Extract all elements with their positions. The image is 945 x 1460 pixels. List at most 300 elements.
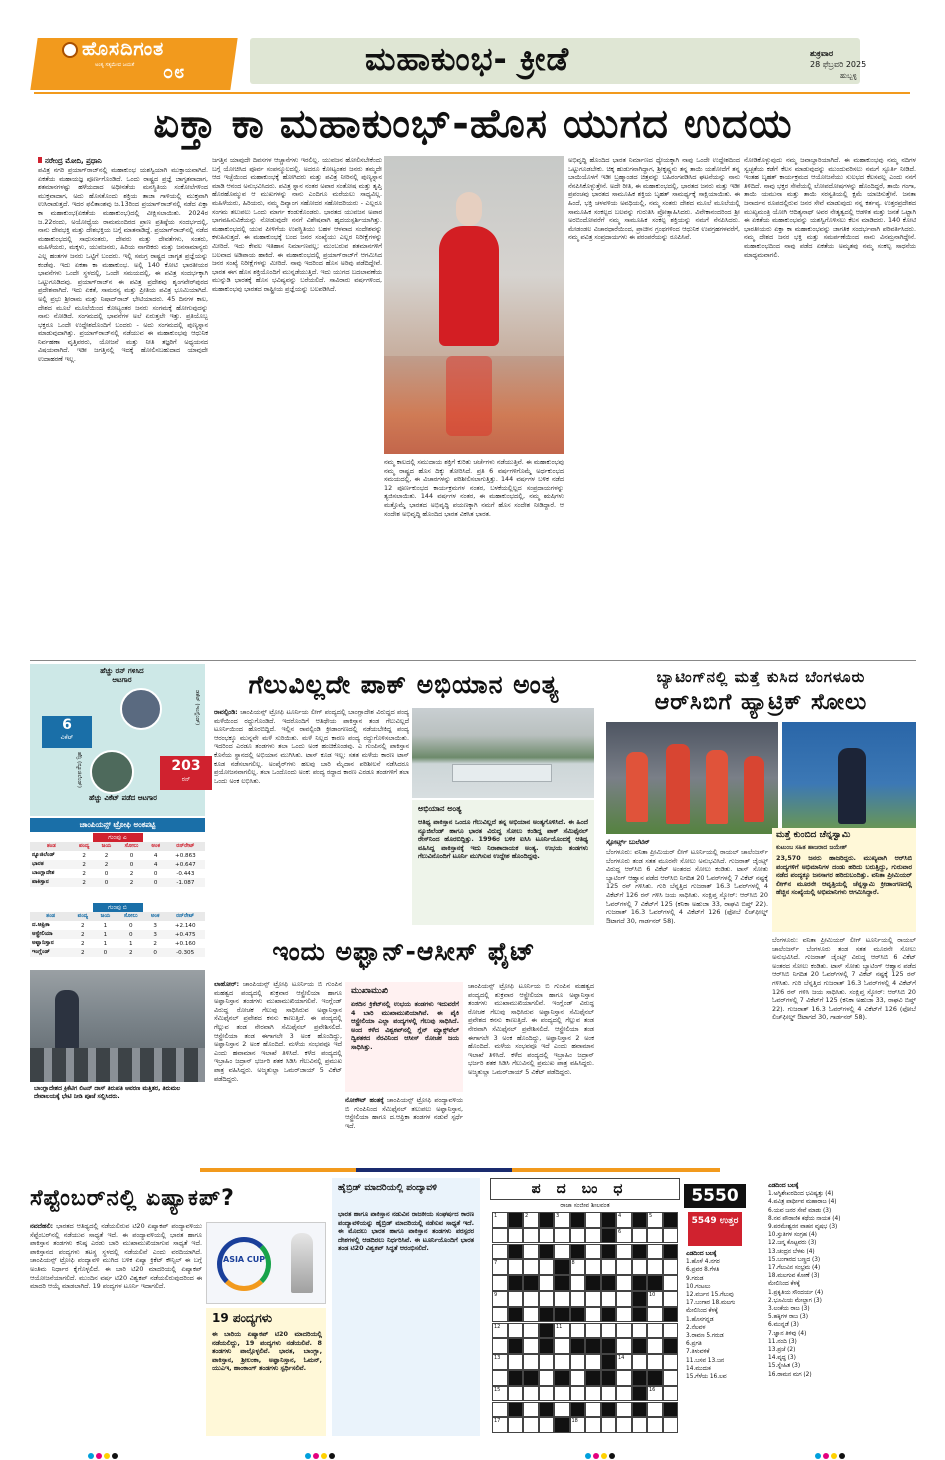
print-dot [839,1453,845,1459]
table-cell: 2 [153,940,157,947]
table-header-cell: ರನ್‌ರೇಟ್ [176,913,195,919]
crossword-cell[interactable] [585,1386,601,1402]
crossword-block [632,1386,648,1402]
crossword-cell[interactable] [616,1338,632,1354]
crossword-cell[interactable] [632,1259,648,1275]
crossword-block [647,1275,663,1291]
crossword-clue-number: 14 [618,1355,625,1362]
table-cell: 0 [104,879,109,886]
crossword-cell[interactable] [647,1417,663,1433]
crossword-cell[interactable] [616,1275,632,1291]
crossword-cell[interactable] [523,1338,539,1354]
crossword-block [585,1275,601,1291]
table-cell: +0.863 [175,852,196,859]
crossword-clue-number: 12 [494,1323,501,1330]
crossword-cell[interactable] [508,1354,524,1370]
answer-item: 2.ನೆಲವಳ [686,1324,706,1331]
logo-title: ಹೊಸದಿಗಂತ [82,38,165,60]
lead-byline: ನರೇಂದ್ರ ಮೋದಿ, ಪ್ರಧಾನಿ [38,157,102,166]
afg-body: ಲಾಹೋರ್: ಚಾಂಪಿಯನ್ಸ್ ಟ್ರೋಫಿ ಟೂರ್ನಿಯ ಬಿ ಗುಂಪಿನ ಮಹತ್ವದ ಪಂದ್ಯದಲ್ಲಿ ಶುಕ್ರವಾರ ಆಸ್ಟ್ರೇಲಿಯಾ ಹಾಗೂ ಅಫ್ಘಾನಿಸ್ತಾನ ತಂಡಗಳು ಮುಖಾಮುಖಿಯಾಗಲಿವೆ. ಇಂಗ್ಲೆಂಡ್ ವಿರುದ್ಧ ರೋಚಕ ಗೆಲುವು ಸಾಧಿಸಿರುವ ಅಫ್ಘಾನಿಸ್ತಾನ ಸೆಮಿಫೈನಲ್ ಪ್ರವೇಶದ ಕನಸು ಕಾಣುತ್ತಿದೆ. ಈ ಪಂದ್ಯದಲ್ಲಿ ಗೆಲ್ಲುವ ತಂಡ ನೇರವಾಗಿ ಸೆಮಿಫೈನಲ್ ಪ್ರವೇಶಿಸಲಿದೆ. ಆಸ್ಟ್ರೇಲಿಯಾ ತಂಡ ಈಗಾಗಲೇ 3 ಅಂಕ ಹೊಂದಿದ್ದು, ಅಫ್ಘಾನಿಸ್ತಾನ 2 ಅಂಕ ಹೊಂದಿದೆ. ಮಳೆಯ ಸಂಭವವೂ ಇದೆ ಎಂದು ಹವಾಮಾನ ಇಲಾಖೆ ತಿಳಿಸಿದೆ. ಕಳೆದ ಪಂದ್ಯದಲ್ಲಿ ಇಬ್ರಾಹಿಂ ಜದ್ರಾನ್ ಭರ್ಜರಿ ಶತಕ ಸಿಡಿಸಿ ಗೆಲುವಿನಲ್ಲಿ ಪ್ರಮುಖ ಪಾತ್ರ ವಹಿಸಿದ್ದರು. ಅಜ್ಮತುಲ್ಲಾ ಒಮರ್‌ಜಾಯ್ 5 ವಿಕೆಟ್ ಪಡೆದಿದ್ದರು. [214,980,342,1083]
crossword-block [601,1228,617,1244]
top-runs-label: ಹೆಚ್ಚು ರನ್ ಗಳಿಸಿದ ಆಟಗಾರ [100,667,144,684]
crossword-block [508,1244,524,1260]
matches-box [206,1308,326,1436]
table-cell: 0 [129,861,134,868]
crossword-block [632,1291,648,1307]
asia-headline: ಸೆಪ್ಟೆಂಬರ್‌ನಲ್ಲಿ ಏಷ್ಯಾಕಪ್? [30,1186,235,1211]
crossword-block [554,1417,570,1433]
table-row [30,939,205,948]
clue-item: 8.ನವ ಪೌರಾಣಿಕ ಕಥೆಯ ನಾಯಕ (4) [768,1215,841,1222]
crossword-cell[interactable] [616,1212,632,1228]
table-cell: -0.305 [176,949,195,956]
crossword-clue-number: 13 [494,1355,501,1362]
crossword-cell[interactable] [663,1259,679,1275]
print-dot [831,1453,837,1459]
rcb-headline: ಆರ್‌ಸಿಬಿಗೆ ಹ್ಯಾಟ್ರಿಕ್ ಸೋಲು [654,690,868,715]
crossword-block [508,1275,524,1291]
crossword-cell[interactable] [492,1338,508,1354]
crossword-cell[interactable] [616,1323,632,1339]
crossword-cell[interactable] [508,1228,524,1244]
table-header-cell: ಜಯ [101,843,112,849]
crossword-cell[interactable] [523,1323,539,1339]
crossword-cell[interactable] [601,1291,617,1307]
crossword-cell[interactable] [663,1323,679,1339]
crossword-block [539,1307,555,1323]
table-cell: 0 [153,870,158,877]
crossword-block [632,1338,648,1354]
crossword-cell[interactable] [523,1291,539,1307]
table-row [30,948,205,957]
knockout-body: ಚಾಂಪಿಯನ್ಸ್ ಟ್ರೋಫಿ ಪಂದ್ಯಾವಳಿಯ ಬಿ ಗುಂಪಿನಿಂದ ಸೆಮಿಫೈನಲ್ ತಲುಪಲು ಅಫ್ಘಾನಿಸ್ತಾನ, ಆಸ್ಟ್ರೇಲಿಯಾ ಹಾಗೂ ದ.ಆಫ್ರಿಕಾ ತಂಡಗಳ ನಡುವೆ ಸ್ಪರ್ಧೆ ಇದೆ. [345,1096,463,1130]
crossword-cell[interactable] [647,1212,663,1228]
table-cell: 2 [104,852,109,859]
crossword-cell[interactable] [523,1307,539,1323]
crossword-block [632,1212,648,1228]
crossword-cell[interactable] [647,1307,663,1323]
table-cell: 1 [103,940,108,947]
crossword-cell[interactable] [663,1370,679,1386]
crossword-cell[interactable] [539,1370,555,1386]
head-to-head-box [345,982,463,1092]
figure-reflection [446,356,492,436]
team-name: ನ್ಯೂಜಿಲೆಂಡ್ [32,852,55,858]
crossword-cell[interactable] [570,1275,586,1291]
crossword-cell[interactable] [570,1354,586,1370]
table-cell: -1.087 [176,879,195,886]
table-cell: 2 [81,940,85,947]
pak-headline: ಗೆಲುವಿಲ್ಲದೇ ಪಾಕ್ ಅಭಿಯಾನ ಅಂತ್ಯ [248,670,560,699]
crossword-cell[interactable] [601,1323,617,1339]
knockout-block [345,1096,463,1162]
crossword-cell[interactable] [539,1228,555,1244]
hybrid-box [332,1178,480,1436]
crossword-clue-number: 2 [525,1213,529,1219]
crossword-cell[interactable] [616,1386,632,1402]
table-header-cell: ಅಂಕ [150,913,160,919]
print-dots-mid2 [585,1444,617,1460]
crossword-cell[interactable] [523,1228,539,1244]
clue-item: 16.ರಾಮನ ಮಗ (2) [768,1371,812,1378]
crossword-cell[interactable] [570,1323,586,1339]
crossword-block [539,1323,555,1339]
chinnaswamy-body: 23,570 ಜನರು ಹಾಜರಿದ್ದರು. ಮುಖ್ಯವಾಗಿ ಆರ್‌ಸಿಬಿ ಪಂದ್ಯಗಳಿಗೆ ಅಭಿಮಾನಿಗಳ ದಂಡು ಹರಿದು ಬರುತ್ತಿದ್ದು, ಗುರುವಾರ ನಡೆದ ಪಂದ್ಯಕ್ಕೂ ಜನಸಾಗರ ಹರಿದುಬಂದಿತ್ತು. ವನಿತಾ ಪ್ರೀಮಿಯರ್ ಲೀಗ್‌ನ ಮೂರನೇ ಆವೃತ್ತಿಯಲ್ಲಿ ಚೆನ್ನಸ್ವಾಮಿ ಕ್ರೀಡಾಂಗಣದಲ್ಲಿ ಹೆಚ್ಚಿನ ಸಂಖ್ಯೆಯಲ್ಲಿ ಅಭಿಮಾನಿಗಳು ಆಗಮಿಸಿದ್ದಾರೆ. [776,854,912,897]
crossword-cell[interactable] [663,1291,679,1307]
crossword-block [539,1212,555,1228]
crossword-clue-number: 3 [556,1213,560,1219]
top-wickets-badge [42,716,92,748]
crossword-block [554,1259,570,1275]
trophy-icon [291,1233,313,1293]
crossword-block [508,1338,524,1354]
chinnaswamy-title: ಮತ್ತೆ ಕುಂಬಿದ ಚೆನ್ನಸ್ವಾಮಿ [776,830,851,840]
crossword-cell[interactable] [523,1244,539,1260]
crossword-block [601,1402,617,1418]
table-cell: 0 [153,949,157,956]
table-cell: 2 [81,922,85,929]
answers-title: ಎಡದಿಂದ ಬಲಕ್ಕೆ [686,1251,717,1257]
knockout-title: ನೋಕೌಟ್ ಹಂತಕ್ಕೆ [345,1096,384,1104]
temple-photo-caption: ಬಾಂಗ್ಲಾದೇಶದ ಕ್ರಿಕೆಟಿಗ ಲಿಟನ್ ದಾಸ್ ತಿರುಪತಿ ಆವರಣ ಮತ್ತಿತರ, ತಿರುಮಲ ದೇವಾಲಯಕ್ಕೆ ಭೇಟಿ ನೀಡಿ ಪೂಜೆ ಸಲ್ಲಿಸಿದರು. [34,1085,181,1100]
clue-item: 10.ಸ್ತುತಿಗಳ ಸಂಗ್ರಹ (4) [768,1232,817,1239]
rcb-byline: ಸ್ಪೋರ್ಟ್ಸ್ ಬುಲೆಟಿನ್ [606,838,650,846]
crossword-cell[interactable] [585,1291,601,1307]
points-table-group-b [30,903,205,957]
afg-dateline: ಲಾಹೋರ್: [214,980,240,988]
crossword-block [508,1307,524,1323]
answer-item: ಮೇಲಿನಿಂದ ಕೆಳಕ್ಕೆ [686,1308,718,1315]
print-dot [593,1453,599,1459]
crossword-title-bar [490,1178,680,1200]
crossword-cell[interactable] [492,1275,508,1291]
crossword-clue-number: 17 [494,1418,501,1425]
crossword-block [508,1402,524,1418]
answer-item: 12.ವರ್ಜನ 15.ಗೆಲುವು [686,1292,734,1299]
crossword-cell[interactable] [616,1417,632,1433]
crossword-cell[interactable] [508,1291,524,1307]
crossword-block [601,1354,617,1370]
group-a-label: ಗುಂಪು ಎ [93,833,143,842]
table-header-cell: ತಂಡ [46,913,56,919]
crossword-cell[interactable] [647,1386,663,1402]
crossword-cell[interactable] [554,1354,570,1370]
crossword-cell[interactable] [554,1212,570,1228]
crossword-cell[interactable] [663,1354,679,1370]
crossword-cell[interactable] [570,1417,586,1433]
clue-item: 2.ಭೂಮಿಯ ಮೇಲ್ಭಾಗ (3) [768,1297,822,1304]
print-dot [96,1453,102,1459]
chinnaswamy-box [772,828,916,932]
crossword-cell[interactable] [523,1259,539,1275]
crossword-cell[interactable] [508,1323,524,1339]
crossword-cell[interactable] [523,1212,539,1228]
crossword-cell[interactable] [492,1244,508,1260]
crossword-cell[interactable] [632,1228,648,1244]
crossword-cell[interactable] [632,1417,648,1433]
crossword-clue-number: 4 [618,1213,622,1219]
crossword-cell[interactable] [616,1402,632,1418]
asia-cup-ring-icon [217,1237,271,1291]
crossword-cell[interactable] [601,1417,617,1433]
clue-item: 12.ಜನ್ಮ ಕೊಟ್ಟವರು (3) [768,1240,817,1247]
print-dot [823,1453,829,1459]
crossword-block [663,1244,679,1260]
player-2 [666,744,690,824]
rcb-batter-photo [782,722,916,834]
clue-item: 15.ಸ್ನೇಹಿತ (3) [768,1363,801,1370]
rawalpindi-stadium-photo [412,708,594,798]
crossword-block [539,1402,555,1418]
crossword-block [570,1307,586,1323]
print-colour-strip [200,1168,720,1172]
table-cell: 0 [129,852,134,859]
byline-marker-icon [38,157,42,163]
figure-shawl [439,226,499,346]
table-row [30,878,205,887]
head-to-head-body: ಏಕದಿನ ಕ್ರಿಕೆಟ್‌ನಲ್ಲಿ ಉಭಯ ತಂಡಗಳು ಇದುವರೆಗೆ 4 ಬಾರಿ ಮುಖಾಮುಖಿಯಾಗಿವೆ. ಈ ಪೈಕಿ ಆಸ್ಟ್ರೇಲಿಯಾ ಎಲ್ಲಾ ಪಂದ್ಯಗಳಲ್ಲಿ ಗೆಲುವು ಸಾಧಿಸಿದೆ. ಅಂದ ಕಳೆದ ವಿಶ್ವಕಪ್‌ನಲ್ಲಿ ಗ್ಲೆನ್ ಮ್ಯಾಕ್ಸ್‌ವೆಲ್ ದ್ವಿಶತಕದ ನೆರವಿನಿಂದ ಆಸೀಸ್ ರೋಚಕ ಜಯ ಸಾಧಿಸಿತ್ತು. [351,1000,459,1051]
crossword-cell[interactable] [523,1417,539,1433]
crossword-cell[interactable] [585,1323,601,1339]
crossword-cell[interactable] [554,1386,570,1402]
table-cell: 2 [82,879,86,886]
clue-item: 13.ಚಂದ್ರನ ಬೆಳಕು (4) [768,1248,815,1255]
crossword-cell[interactable] [554,1244,570,1260]
answer-item: 15.ಗೆಳೆಯ 16.ಲವ [686,1374,727,1381]
crossword-cell[interactable] [663,1417,679,1433]
crossword-cell[interactable] [616,1370,632,1386]
crossword-cell[interactable] [539,1354,555,1370]
crossword-block [554,1275,570,1291]
clue-item: 3.ಲಂಕೆಯ ರಾಜ (3) [768,1306,810,1313]
crossword-cell[interactable] [647,1338,663,1354]
crossword-cell[interactable] [585,1307,601,1323]
crossword-cell[interactable] [632,1323,648,1339]
crossword-block [663,1212,679,1228]
crossword-cell[interactable] [585,1417,601,1433]
top-wickets-unit: ವಿಕೆಟ್ [60,734,74,741]
crossword-cell[interactable] [492,1323,508,1339]
table-cell: 1 [103,931,108,938]
page-number: ೦೮ [163,62,186,83]
crossword-cell[interactable] [647,1323,663,1339]
answer-item: 3.ರಾವಣ 5.ಗರುಡ [686,1333,724,1340]
table-cell: 2 [81,949,85,956]
print-dot [104,1453,110,1459]
table-cell: 0 [104,870,109,877]
crossword-cell[interactable] [492,1402,508,1418]
crossword-cell[interactable] [632,1354,648,1370]
crossword-clue-number: 16 [649,1386,656,1393]
crossword-answers [686,1250,764,1436]
crossword-cell[interactable] [601,1386,617,1402]
crossword-block [554,1307,570,1323]
crossword-cell[interactable] [647,1291,663,1307]
answer-item: 6.ಪ್ರವರ 8.ಗೆಳತಿ [686,1267,720,1274]
crossword-cell[interactable] [616,1291,632,1307]
clue-item: 1.ಪ್ರಕೃತಿಯ ಸೌಂದರ್ಯ (4) [768,1289,824,1296]
top-runs-value: 203 [171,758,201,774]
rcb-headline-top: ಬ್ಯಾಟಿಂಗ್‌ನಲ್ಲಿ ಮತ್ತೆ ಕುಸಿದ ಬೆಂಗಳೂರು [656,668,866,686]
group-a-table [30,842,205,887]
crossword-block [632,1370,648,1386]
crossword-cell[interactable] [539,1417,555,1433]
crossword-cell[interactable] [492,1212,508,1228]
answer-item: 1.ಹೊಳೆ 4.ನಗರ [686,1259,720,1266]
print-dot [815,1453,821,1459]
answer-item: 7.ತಿಳುವಳಿಕೆ [686,1349,710,1356]
crossword-cell[interactable] [570,1228,586,1244]
team-name: ಆಸ್ಟ್ರೇಲಿಯಾ [32,931,53,937]
crossword-cell[interactable] [508,1386,524,1402]
crossword-cell[interactable] [601,1259,617,1275]
crossword-cell[interactable] [585,1402,601,1418]
crossword-cell[interactable] [616,1259,632,1275]
crossword-cell[interactable] [539,1259,555,1275]
crossword-cell[interactable] [647,1228,663,1244]
crossword-block [601,1307,617,1323]
crossword-cell[interactable] [523,1402,539,1418]
crossword-cell[interactable] [647,1402,663,1418]
table-header-cell: ಅಂಕ [151,843,161,849]
crossword-cell[interactable] [554,1291,570,1307]
crossword-cell[interactable] [570,1370,586,1386]
crossword-grid [492,1212,679,1436]
crossword-cell[interactable] [523,1386,539,1402]
crossword-cell[interactable] [585,1212,601,1228]
crossword-cell[interactable] [616,1228,632,1244]
crossword-cell[interactable] [585,1228,601,1244]
crossword-block [601,1370,617,1386]
clue-item: 1.ಅಗ್ನಿಶೇಖರದಿಂದ ಭವಿಷ್ಯತ್ತು (4) [768,1191,834,1198]
crossword-cell[interactable] [663,1228,679,1244]
crossword-cell[interactable] [492,1370,508,1386]
rcb-body-continued: ಬೆಂಗಳೂರು: ವನಿತಾ ಪ್ರೀಮಿಯರ್ ಲೀಗ್ ಟೂರ್ನಿಯಲ್ಲಿ ರಾಯಲ್ ಚಾಲೆಂಜರ್ಸ್ ಬೆಂಗಳೂರು ತಂಡ ಸತತ ಮೂರನೇ ಸೋಲು ಅನುಭವಿಸಿದೆ. ಗುಜರಾತ್ ಜೈಂಟ್ಸ್ ವಿರುದ್ಧ ಆರ್‌ಸಿಬಿ 6 ವಿಕೆಟ್ ಅಂತರದ ಸೋಲು ಕಂಡಿತು. ಟಾಸ್ ಸೋತು ಬ್ಯಾಟಿಂಗ್ ಆಹ್ವಾನ ಪಡೆದ ಆರ್‌ಸಿಬಿ ನಿಗದಿತ 20 ಓವರ್‌ಗಳಲ್ಲಿ 7 ವಿಕೆಟ್ ನಷ್ಟಕ್ಕೆ 125 ರನ್ ಗಳಿಸಿತು. ಗುರಿ ಬೆನ್ನತ್ತಿದ ಗುಜರಾತ್ 16.3 ಓವರ್‌ಗಳಲ್ಲಿ 4 ವಿಕೆಟ್‌ಗೆ 126 ರನ್ ಗಳಿಸಿ ಜಯ ಸಾಧಿಸಿತು. ಸಂಕ್ಷಿಪ್ತ ಸ್ಕೋರ್: ಆರ್‌ಸಿಬಿ 20 ಓವರ್‌ಗಳಲ್ಲಿ 7 ವಿಕೆಟ್‌ಗೆ 125 (ಕನಿಕಾ ಅಹುಜಾ 33, ರಾಘವಿ ಬಿಷ್ತ್ 22). ಗುಜರಾತ್ 16.3 ಓವರ್‌ಗಳಲ್ಲಿ 4 ವಿಕೆಟ್‌ಗೆ 126 (ಫೋಬೆ ಲಿಚ್‌ಫೀಲ್ಡ್ ಔಟಾಗದೆ 30, ಗಾರ್ಡನರ್ 58). [772,936,916,1022]
crossword-cell[interactable] [570,1259,586,1275]
crossword-cell[interactable] [492,1386,508,1402]
crossword-cell[interactable] [663,1386,679,1402]
crossword-cell[interactable] [492,1417,508,1433]
table-header-cell: ರನ್‌ರೇಟ್ [176,843,195,849]
rcb-body: ಬೆಂಗಳೂರು: ವನಿತಾ ಪ್ರೀಮಿಯರ್ ಲೀಗ್ ಟೂರ್ನಿಯಲ್ಲಿ ರಾಯಲ್ ಚಾಲೆಂಜರ್ಸ್ ಬೆಂಗಳೂರು ತಂಡ ಸತತ ಮೂರನೇ ಸೋಲು ಅನುಭವಿಸಿದೆ. ಗುಜರಾತ್ ಜೈಂಟ್ಸ್ ವಿರುದ್ಧ ಆರ್‌ಸಿಬಿ 6 ವಿಕೆಟ್ ಅಂತರದ ಸೋಲು ಕಂಡಿತು. ಟಾಸ್ ಸೋತು ಬ್ಯಾಟಿಂಗ್ ಆಹ್ವಾನ ಪಡೆದ ಆರ್‌ಸಿಬಿ ನಿಗದಿತ 20 ಓವರ್‌ಗಳಲ್ಲಿ 7 ವಿಕೆಟ್ ನಷ್ಟಕ್ಕೆ 125 ರನ್ ಗಳಿಸಿತು. ಗುರಿ ಬೆನ್ನತ್ತಿದ ಗುಜರಾತ್ 16.3 ಓವರ್‌ಗಳಲ್ಲಿ 4 ವಿಕೆಟ್‌ಗೆ 126 ರನ್ ಗಳಿಸಿ ಜಯ ಸಾಧಿಸಿತು. ಸಂಕ್ಷಿಪ್ತ ಸ್ಕೋರ್: ಆರ್‌ಸಿಬಿ 20 ಓವರ್‌ಗಳಲ್ಲಿ 7 ವಿಕೆಟ್‌ಗೆ 125 (ಕನಿಕಾ ಅಹುಜಾ 33, ರಾಘವಿ ಬಿಷ್ತ್ 22). ಗುಜರಾತ್ 16.3 ಓವರ್‌ಗಳಲ್ಲಿ 4 ವಿಕೆಟ್‌ಗೆ 126 (ಫೋಬೆ ಲಿಚ್‌ಫೀಲ್ಡ್ ಔಟಾಗದೆ 30, ಗಾರ್ಡನರ್ 58). [606,848,768,925]
masthead-rule [34,92,910,94]
lead-column-5: ನೋಡಿಕೊಳ್ಳುವುದು ನಮ್ಮ ಜವಾಬ್ದಾರಿಯಾಗಿದೆ. ಈ ಮಹಾಕುಂಭವು ನಮ್ಮ ನದಿಗಳ ಸ್ವಚ್ಛತೆಯ ಕಡೆಗೆ ಕೆಲಸ ಮಾಡುವುದನ್ನು ಮುಂದುವರಿಸಲು ನಮಗೆ ಸ್ಫೂರ್ತಿ ನೀಡಿದೆ. ಇಂತಹ ಬೃಹತ್ ಕಾರ್ಯಕ್ರಮದ ಆಯೋಜನೆಯು ಸುಲಭದ ಕೆಲಸವಲ್ಲ ಎಂದು ನನಗೆ ತಿಳಿದಿದೆ. ನಾವು ಭಕ್ತರ ಸೇವೆಯಲ್ಲಿ ಲೋಪದೋಷಗಳನ್ನು ಹೊಂದಿದ್ದರೆ, ತಾಯಿ ಗಂಗಾ, ತಾಯಿ ಯಮುನಾ ಮತ್ತು ತಾಯಿ ಸರಸ್ವತಿಯಲ್ಲಿ ಕ್ಷಮೆ ಯಾಚಿಸುತ್ತೇನೆ. ಜನತಾ ಜನಾರ್ದನ ರೂಪದಲ್ಲಿರುವ ಜನರ ಸೇವೆ ಮಾಡುವುದು ನನ್ನ ಕರ್ತವ್ಯ. ಉತ್ತರಪ್ರದೇಶದ ಮುಖ್ಯಮಂತ್ರಿ ಯೋಗಿ ಆದಿತ್ಯನಾಥ್ ಅವರ ನೇತೃತ್ವದಲ್ಲಿ ಆಡಳಿತ ಮತ್ತು ಜನತೆ ಒಟ್ಟಾಗಿ ಈ ಏಕತೆಯ ಮಹಾಕುಂಭವನ್ನು ಯಶಸ್ವಿಗೊಳಿಸಲು ಕೆಲಸ ಮಾಡಿದರು. 140 ಕೋಟಿ ಭಾರತೀಯರು ಏಕ್ತಾ ಕಾ ಮಹಾಕುಂಭವನ್ನು ಜಾಗತಿಕ ಸಂದರ್ಭವಾಗಿ ಪರಿವರ್ತಿಸಿದರು. ನಮ್ಮ ದೇಶದ ಜನರ ಭಕ್ತಿ ಮತ್ತು ಸಮರ್ಪಣೆಯಿಂದ ನಾನು ವಿನಮ್ರನಾಗಿದ್ದೇನೆ. ಮಹಾಕುಂಭದಿಂದ ನಾವು ಪಡೆದ ಏಕತೆಯ ಅಮೃತವು ನಮ್ಮ ಸಂಕಲ್ಪ ಸಾಧನೆಯ ಮಾಧ್ಯಮವಾಗಲಿ. [744,156,916,259]
table-row [30,921,205,930]
crossword-block [554,1370,570,1386]
crossword-cell[interactable] [616,1244,632,1260]
top-wickets-value: 6 [62,717,72,733]
crossword-cell[interactable] [554,1323,570,1339]
crossword-block [647,1370,663,1386]
shivalinga-row [30,1048,205,1082]
crossword-cell[interactable] [508,1259,524,1275]
masthead-day: ಶುಕ್ರವಾರ [810,49,834,58]
crossword-cell[interactable] [647,1354,663,1370]
crossword-cell[interactable] [554,1338,570,1354]
crossword-cell[interactable] [585,1244,601,1260]
crossword-block [632,1244,648,1260]
crossword-cell[interactable] [647,1259,663,1275]
crossword-cell[interactable] [539,1275,555,1291]
top-runs-player-photo [120,688,162,730]
top-runs-unit: ರನ್ [181,776,191,783]
table-header-cell: ಪಂದ್ಯ [78,843,90,849]
crossword-block [539,1244,555,1260]
crossword-cell[interactable] [508,1417,524,1433]
crossword-cell[interactable] [585,1354,601,1370]
print-dot [609,1453,615,1459]
table-cell: 0 [128,922,133,929]
crossword-block [601,1275,617,1291]
team-name: ಅಫ್ಘಾನಿಸ್ತಾನ [32,940,54,946]
table-cell: +0.475 [174,931,196,938]
crossword-clue-number: 9 [494,1292,498,1298]
crossword-cell[interactable] [585,1259,601,1275]
crossword-cell[interactable] [539,1386,555,1402]
table-cell: 0 [128,931,133,938]
crossword-cell[interactable] [492,1228,508,1244]
crossword-clue-number: 15 [494,1386,501,1393]
clue-item: 9.ಪರಮೇಶ್ವರನ ವಾಹನ ವೃಷಭ (3) [768,1224,838,1231]
crossword-block [508,1370,524,1386]
crossword-clue-number: 18 [571,1418,578,1425]
points-table-group-a [30,833,205,887]
crossword-clue-number: 11 [556,1323,563,1330]
table-cell: 2 [82,861,86,868]
crossword-cell[interactable] [523,1354,539,1370]
top-wickets-player: ಹೆನ್ರಿ (ನ್ಯೂಜಿಲೆಂಡ್) [76,752,82,788]
crossword-cell[interactable] [570,1386,586,1402]
logo-subtitle: ಅಂತ್ಯ ಸತ್ಯಮೇವ ಜಯತೆ [95,62,135,68]
afg-body-continued: ಚಾಂಪಿಯನ್ಸ್ ಟ್ರೋಫಿ ಟೂರ್ನಿಯ ಬಿ ಗುಂಪಿನ ಮಹತ್ವದ ಪಂದ್ಯದಲ್ಲಿ ಶುಕ್ರವಾರ ಆಸ್ಟ್ರೇಲಿಯಾ ಹಾಗೂ ಅಫ್ಘಾನಿಸ್ತಾನ ತಂಡಗಳು ಮುಖಾಮುಖಿಯಾಗಲಿವೆ. ಇಂಗ್ಲೆಂಡ್ ವಿರುದ್ಧ ರೋಚಕ ಗೆಲುವು ಸಾಧಿಸಿರುವ ಅಫ್ಘಾನಿಸ್ತಾನ ಸೆಮಿಫೈನಲ್ ಪ್ರವೇಶದ ಕನಸು ಕಾಣುತ್ತಿದೆ. ಈ ಪಂದ್ಯದಲ್ಲಿ ಗೆಲ್ಲುವ ತಂಡ ನೇರವಾಗಿ ಸೆಮಿಫೈನಲ್ ಪ್ರವೇಶಿಸಲಿದೆ. ಆಸ್ಟ್ರೇಲಿಯಾ ತಂಡ ಈಗಾಗಲೇ 3 ಅಂಕ ಹೊಂದಿದ್ದು, ಅಫ್ಘಾನಿಸ್ತಾನ 2 ಅಂಕ ಹೊಂದಿದೆ. ಮಳೆಯ ಸಂಭವವೂ ಇದೆ ಎಂದು ಹವಾಮಾನ ಇಲಾಖೆ ತಿಳಿಸಿದೆ. ಕಳೆದ ಪಂದ್ಯದಲ್ಲಿ ಇಬ್ರಾಹಿಂ ಜದ್ರಾನ್ ಭರ್ಜರಿ ಶತಕ ಸಿಡಿಸಿ ಗೆಲುವಿನಲ್ಲಿ ಪ್ರಮುಖ ಪಾತ್ರ ವಹಿಸಿದ್ದರು. ಅಜ್ಮತುಲ್ಲಾ ಒಮರ್‌ಜಾಯ್ 5 ವಿಕೆಟ್ ಪಡೆದಿದ್ದರು. [468,982,594,1076]
clue-item: 18.ಮಲಗುವ ಕೋಣೆ (3) [768,1273,820,1280]
crossword-cell[interactable] [492,1291,508,1307]
crossword-cell[interactable] [554,1228,570,1244]
top-wickets-player-photo [90,750,134,794]
crossword-cell[interactable] [663,1275,679,1291]
crossword-cell[interactable] [570,1291,586,1307]
crossword-cell[interactable] [616,1307,632,1323]
clue-item: 4.ಪವಿತ್ರ ಪಾರ್ಥೀವ ಮಹಾರಾಜ (4) [768,1199,837,1206]
crossword-block [632,1402,648,1418]
crossword-cell[interactable] [492,1354,508,1370]
crossword-cell[interactable] [492,1259,508,1275]
top-runs-badge [160,756,212,790]
lead-column-3: ನಮ್ಮ ಕಾಲದಲ್ಲಿ ಸಮುದಾಯ ಶಕ್ತಿಗೆ ಕುರಿತು ಚರ್ಚೆಗಳು ನಡೆಯುತ್ತಿವೆ. ಈ ಮಹಾಕುಂಭವು ನಮ್ಮ ರಾಷ್ಟ್ರದ ಹೊಸ ದಿಕ್ಕು ತೋರಿಸಿದೆ. ಪ್ರತಿ 6 ವರ್ಷಗಳಿಗೊಮ್ಮೆ ಅರ್ಧಕುಂಭದ ಸಮಯದಲ್ಲಿ, ಈ ವಿಚಾರಗಳನ್ನು ಪರಿಶೀಲಿಸಲಾಗುತ್ತಿತ್ತು. 144 ವರ್ಷಗಳ ಬಳಿಕ ನಡೆದ 12 ಪೂರ್ಣಕುಂಭದ ಕಾರ್ಯಕ್ರಮಗಳ ನಂತರ, ಬಳಕೆಯಲ್ಲಿಲ್ಲದ ಸಂಪ್ರದಾಯಗಳನ್ನು ತ್ಯಜಿಸಲಾಯಿತು. 144 ವರ್ಷಗಳ ನಂತರ, ಈ ಮಹಾಕುಂಭದಲ್ಲಿ, ನಮ್ಮ ಋಷಿಗಳು ಮತ್ತೊಮ್ಮೆ ಭಾರತದ ಅಭಿವೃದ್ಧಿ ಪಯಣಕ್ಕಾಗಿ ನಮಗೆ ಹೊಸ ಸಂದೇಶ ನೀಡಿದ್ದಾರೆ. ಆ ಸಂದೇಶ ಅಭಿವೃದ್ಧಿ ಹೊಂದಿದ ಭಾರತ ವಿಕಸಿತ ಭಾರತ. [384,458,564,518]
crossword-block [601,1244,617,1260]
table-cell: 3 [153,922,157,929]
campaign-end-title: ಅಭಿಯಾನ ಅಂತ್ಯ [418,804,462,813]
hybrid-body: ಭಾರತ ಹಾಗೂ ಪಾಕಿಸ್ತಾನ ನಡುವಿನ ರಾಜಕೀಯ ಸಂಘರ್ಷದ ಕಾರಣ ಪಂದ್ಯಾವಳಿಯನ್ನು ಹೈಬ್ರಿಡ್ ಮಾದರಿಯಲ್ಲಿ ನಡೆಸುವ ಸಾಧ್ಯತೆ ಇದೆ. ಈ ಮೊದಲು ಭಾರತ ಹಾಗೂ ಪಾಕಿಸ್ತಾನ ತಂಡಗಳು ಪರಸ್ಪರರ ದೇಶಗಳಲ್ಲಿ ಆಡದಿರಲು ನಿರ್ಧರಿಸಿವೆ. ಈ ಟೂರ್ನಿಯೊಂದಿಗೆ ಭಾರತ ತಂಡ ಟಿ20 ವಿಶ್ವಕಪ್ ಸಿದ್ಧತೆ ಆರಂಭಿಸಲಿದೆ. [338,1210,474,1253]
table-header-cell: ತಂಡ [46,843,56,849]
crossword-cell[interactable] [616,1354,632,1370]
print-dots-right [815,1444,847,1460]
clue-item: 14.ವೃದ್ಧ (3) [768,1355,796,1362]
table-row [30,930,205,939]
section-title: ಮಹಾಕುಂಭ- ಕ್ರೀಡೆ [365,40,570,78]
clue-item: 13.ಪ್ರಜೆ (2) [768,1347,796,1354]
crossword-clue-number: 7 [494,1260,498,1267]
crossword-cell[interactable] [539,1291,555,1307]
crossword-cell[interactable] [492,1307,508,1323]
table-cell: 3 [153,931,157,938]
crossword-clue-number: 8 [571,1260,575,1267]
cricketer-figure [55,990,79,1050]
crossword-cell[interactable] [554,1402,570,1418]
crossword-block [539,1338,555,1354]
crossword-block [508,1212,524,1228]
crossword-cell[interactable] [647,1244,663,1260]
